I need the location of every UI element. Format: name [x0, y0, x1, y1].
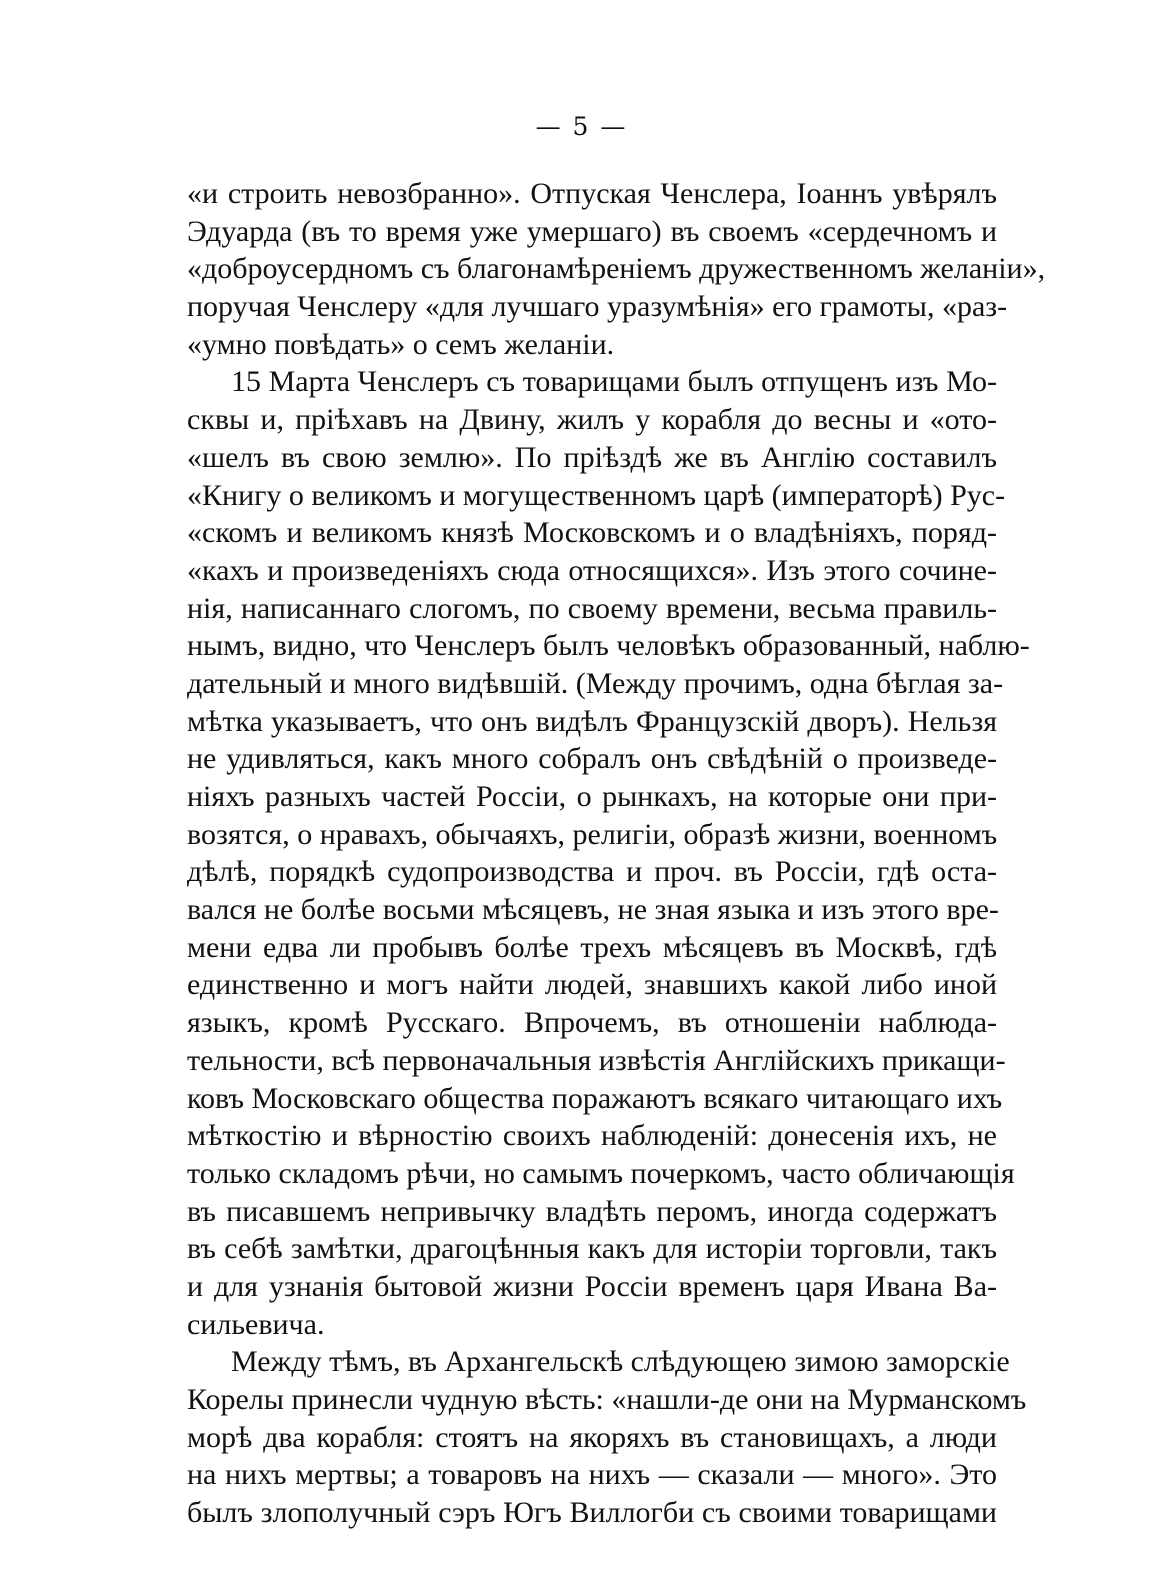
text-line: Корелы принесли чудную вѣсть: «нашли-де они на Мурманскомъ	[187, 1383, 1027, 1416]
text-line: «умно повѣдать» о семъ желаніи.	[187, 327, 615, 361]
paragraph-start-line: 15 Марта Ченслеръ съ товарищами былъ отпущенъ изъ Мо-	[231, 365, 997, 399]
text-line: «шелъ въ свою землю». По пріѣздѣ же въ Англію составилъ	[187, 440, 997, 474]
text-line: въ писавшемъ непривычку владѣть перомъ, иногда содержатъ	[187, 1194, 997, 1228]
text-line: нымъ, видно, что Ченслеръ былъ человѣкъ образованный, наблю-	[187, 629, 1030, 663]
paragraph-start-line: Между тѣмъ, въ Архангельскѣ слѣдующею зимою заморскіе	[231, 1345, 1010, 1379]
text-line: морѣ два корабля: стоятъ на якоряхъ въ становищахъ, а люди	[187, 1420, 997, 1454]
text-line: дѣлѣ, порядкѣ судопроизводства и проч. въ Россіи, гдѣ оста-	[187, 855, 997, 889]
text-line: «и строить невозбранно». Отпуская Ченслера, Іоаннъ увѣрялъ	[187, 177, 997, 210]
text-line: мени едва ли пробывъ болѣе трехъ мѣсяцевъ въ Москвѣ, гдѣ	[187, 930, 997, 964]
text-line: «доброусердномъ съ благонамѣреніемъ дружественномъ желаніи»,	[187, 252, 1046, 286]
text-line: сквы и, пріѣхавъ на Двину, жилъ у корабля до весны и «ото-	[187, 403, 997, 437]
text-line: мѣтка указываетъ, что онъ видѣлъ Французскій дворъ). Нельзя	[187, 704, 997, 738]
text-line: единственно и могъ найти людей, знавшихъ какой либо иной	[187, 968, 997, 1002]
text-line: мѣткостію и вѣрностію своихъ наблюденій: донесенія ихъ, не	[187, 1119, 997, 1153]
text-line: вался не болѣе восьми мѣсяцевъ, не зная языка и изъ этого вре-	[187, 893, 999, 927]
text-line: Эдуарда (въ то время уже умершаго) въ своемъ «сердечномъ и	[187, 214, 997, 248]
text-line: и для узнанія бытовой жизни Россіи временъ царя Ивана Ва-	[187, 1269, 997, 1303]
text-line: сильевича.	[187, 1307, 325, 1341]
text-line: только складомъ рѣчи, но самымъ почеркомъ, часто обличающія	[187, 1156, 1015, 1190]
page-number: — 5 —	[535, 112, 628, 141]
text-line: ніяхъ разныхъ частей Россіи, о рынкахъ, на которые они при-	[187, 780, 997, 813]
body-text	[187, 175, 1046, 1532]
text-line: въ себѣ замѣтки, драгоцѣнныя какъ для исторіи торговли, такъ	[187, 1232, 997, 1266]
text-line: «кахъ и произведеніяхъ сюда относящихся». Изъ этого сочине-	[187, 553, 997, 587]
text-line: тельности, всѣ первоначальныя извѣстія Англійскихъ прикащи-	[187, 1043, 1006, 1077]
text-line: на нихъ мертвы; а товаровъ на нихъ — сказали — много». Это	[187, 1458, 997, 1492]
text-line: возятся, о нравахъ, обычаяхъ, религіи, образѣ жизни, военномъ	[187, 817, 998, 851]
text-line: «скомъ и великомъ князѣ Московскомъ и о владѣніяхъ, поряд-	[187, 516, 997, 550]
text-line: былъ злополучный сэръ Югъ Виллогби съ своими товарищами	[187, 1496, 997, 1530]
text-line: дательный и много видѣвшій. (Между прочимъ, одна бѣглая за-	[187, 666, 1004, 700]
text-line: ковъ Московскаго общества поражаютъ всякаго читающаго ихъ	[187, 1081, 1003, 1115]
text-line: «Книгу о великомъ и могущественномъ царѣ (императорѣ) Рус-	[187, 478, 1006, 512]
text-line: языкъ, кромѣ Русскаго. Впрочемъ, въ отношеніи наблюда-	[187, 1006, 997, 1040]
text-line: нія, написаннаго слогомъ, по своему времени, весьма правиль-	[187, 591, 997, 625]
text-line: поручая Ченслеру «для лучшаго уразумѣнія» его грамоты, «раз-	[187, 290, 1008, 324]
text-line: не удивляться, какъ много собралъ онъ свѣдѣній о произведе-	[187, 742, 997, 776]
